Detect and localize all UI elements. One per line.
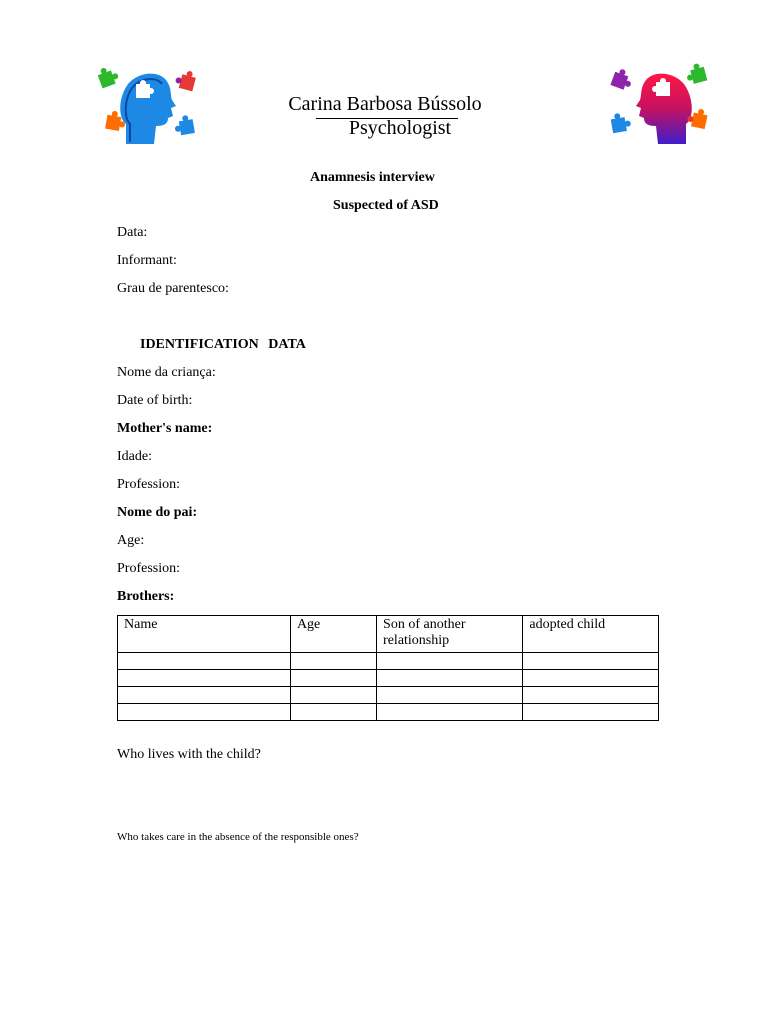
table-row xyxy=(118,653,659,670)
header-title: Psychologist xyxy=(348,117,452,139)
table-row xyxy=(118,687,659,704)
table-cell[interactable] xyxy=(118,704,291,721)
column-header-adopted-child: adopted child xyxy=(523,616,659,653)
column-header-son-of-another-relationship: Son of another relationship xyxy=(377,616,523,653)
table-cell[interactable] xyxy=(377,670,523,687)
table-cell[interactable] xyxy=(523,704,659,721)
brothers-table xyxy=(117,615,659,721)
table-cell[interactable] xyxy=(290,687,376,704)
table-cell[interactable] xyxy=(290,653,376,670)
field-mother-profession: Profession: xyxy=(117,477,180,492)
field-brothers: Brothers: xyxy=(117,589,175,604)
brothers-table-body xyxy=(118,653,659,721)
section-heading-identification: IDENTIFICATION DATA xyxy=(140,337,306,352)
field-father-name: Nome do pai: xyxy=(117,505,198,520)
brain-puzzle-logo xyxy=(604,62,716,152)
table-row xyxy=(118,670,659,687)
table-row xyxy=(118,704,659,721)
table-cell[interactable] xyxy=(523,653,659,670)
logo-right xyxy=(604,62,716,152)
table-header-row xyxy=(118,616,659,653)
table-cell[interactable] xyxy=(118,687,291,704)
field-mother-age: Idade: xyxy=(117,449,152,464)
field-kinship: Grau de parentesco: xyxy=(117,281,229,296)
table-cell[interactable] xyxy=(523,687,659,704)
table-cell[interactable] xyxy=(290,704,376,721)
table-cell[interactable] xyxy=(118,670,291,687)
table-cell[interactable] xyxy=(523,670,659,687)
logo-left xyxy=(96,62,208,152)
table-cell[interactable] xyxy=(377,704,523,721)
brain-puzzle-logo xyxy=(96,62,208,152)
field-father-profession: Profession: xyxy=(117,561,180,576)
field-informant: Informant: xyxy=(117,253,177,268)
question-lives-with-child: Who lives with the child? xyxy=(117,747,261,762)
field-child-name: Nome da criança: xyxy=(117,365,216,380)
question-care-in-absence: Who takes care in the absence of the responsible ones? xyxy=(117,831,359,843)
header-name: Carina Barbosa Bússolo xyxy=(288,93,482,115)
column-header-name: Name xyxy=(118,616,291,653)
table-cell[interactable] xyxy=(377,653,523,670)
field-father-age: Age: xyxy=(117,533,145,548)
table-cell[interactable] xyxy=(118,653,291,670)
form-subtitle: Suspected of ASD xyxy=(333,198,439,213)
field-date-of-birth: Date of birth: xyxy=(117,393,193,408)
form-title: Anamnesis interview xyxy=(310,170,435,185)
table-cell[interactable] xyxy=(377,687,523,704)
field-mother-name: Mother's name: xyxy=(117,421,213,436)
table-cell[interactable] xyxy=(290,670,376,687)
field-data: Data: xyxy=(117,225,148,240)
column-header-age: Age xyxy=(290,616,376,653)
